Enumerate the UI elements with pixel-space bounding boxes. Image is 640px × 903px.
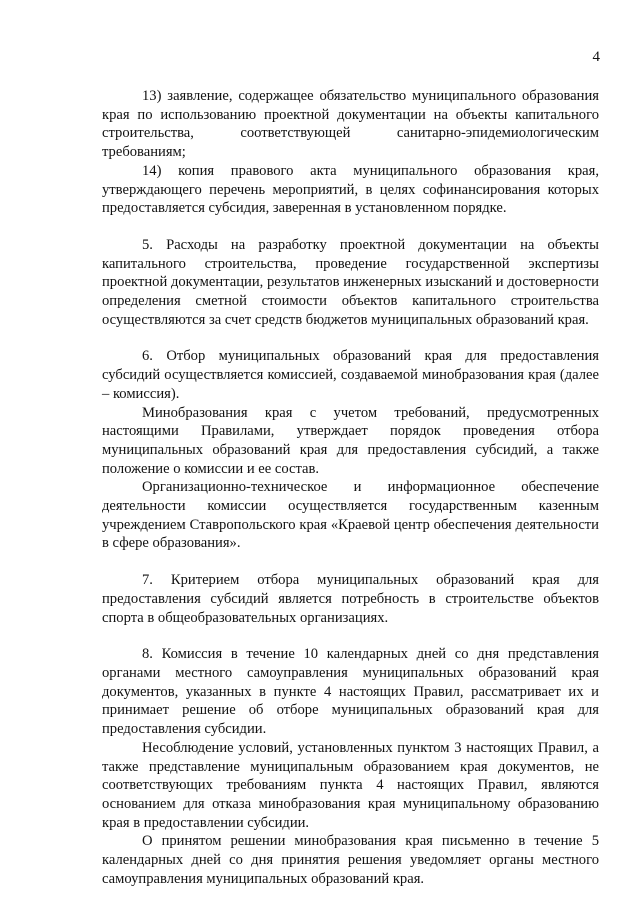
- paragraph: О принятом решении минобразования края письменно в течение 5 календарных дней со дня принятия решения уведомляет органы местного самоуправления муниципальных образований края.: [102, 833, 599, 887]
- page-number: 4: [592, 49, 600, 65]
- paragraph: 14) копия правового акта муниципального образования края, утверждающего перечень мероприятий, в целях софинансирования которых предоставляется субсидия, заверенная в установленном порядке.: [102, 162, 599, 217]
- paragraph: Несоблюдение условий, установленных пунктом 3 настоящих Правил, а также представление муниципальным образованием края документов, не соответствующих требованиям пункта 4 настоящих Правил, являются основанием для отказа минобразования края муниципальному образованию края в предоставлении субсидии.: [102, 739, 599, 831]
- paragraph: 6. Отбор муниципальных образований края для предоставления субсидий осуществляется комиссией, создаваемой минобразования края (далее – комиссия).: [102, 348, 599, 402]
- paragraph: Организационно-техническое и информационное обеспечение деятельности комиссии осуществляется государственным казенным учреждением Ставропольского края «Краевой центр обеспечения деятельности в сфере образования».: [102, 479, 599, 552]
- paragraph: Минобразования края с учетом требований, предусмотренных настоящими Правилами, утверждает порядок проведения отбора муниципальных образований края для предоставления субсидий, а также положение о комиссии и ее состав.: [102, 404, 599, 477]
- paragraph: 13) заявление, содержащее обязательство муниципального образования края по использованию проектной документации на объекты капитального строительства, соответствующей санитарно-эпидемиологическим требованиям;: [102, 88, 599, 161]
- paragraph: 7. Критерием отбора муниципальных образований края для предоставления субсидий является потребность в строительстве объектов спорта в общеобразовательных организациях.: [102, 572, 599, 626]
- document-body: [102, 87, 599, 888]
- paragraph: 8. Комиссия в течение 10 календарных дней со дня представления органами местного самоуправления муниципальных образований края документов, указанных в пункте 4 настоящих Правил, рассматривает их и принимает решение об отборе муниципальных образований края для предоставления субсидии.: [102, 646, 599, 738]
- paragraph: 5. Расходы на разработку проектной документации на объекты капитального строительства, проведение государственной экспертизы проектной документации, результатов инженерных изысканий и достоверности определения сметной стоимости объектов капитального строительства осуществляются за счет средств бюджетов муниципальных образований края.: [102, 236, 599, 328]
